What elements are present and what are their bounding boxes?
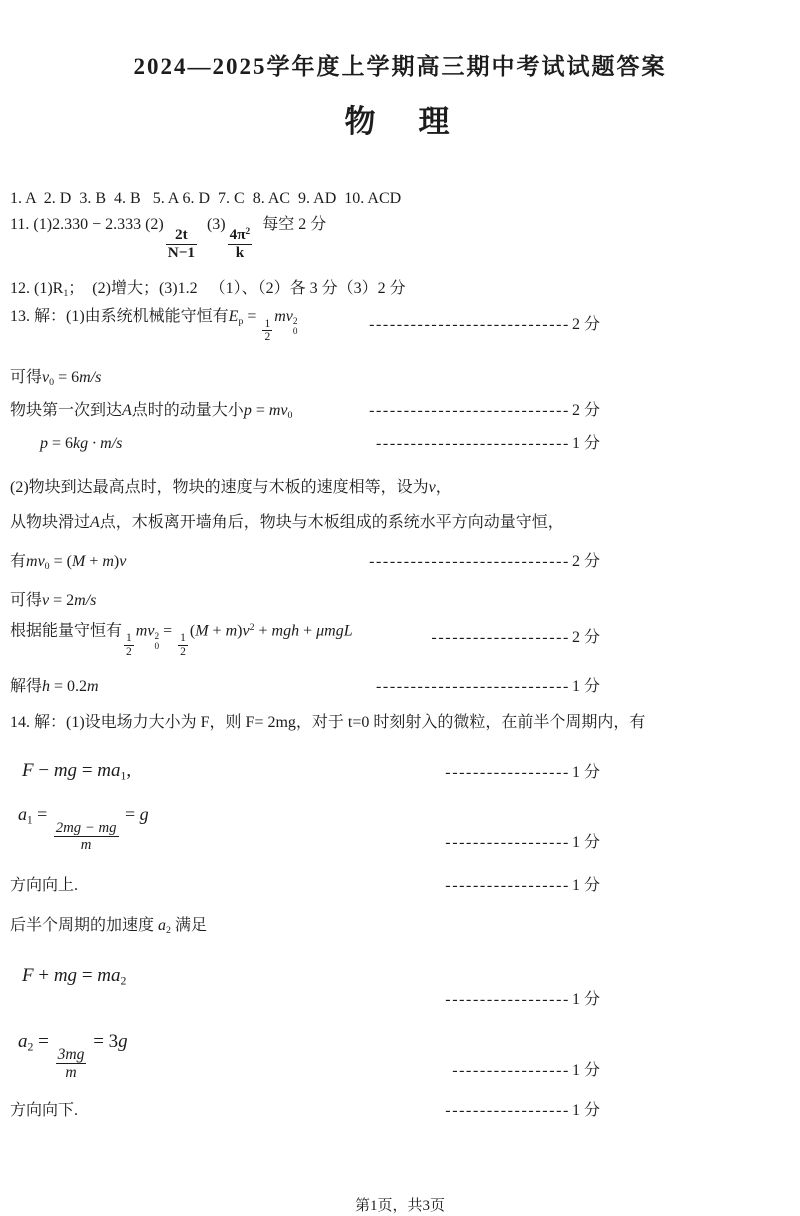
score-label: 2 分 — [571, 553, 600, 570]
line-q14-f2 — [10, 965, 800, 991]
line-q13-p-val — [10, 433, 800, 455]
text-run: = 6 — [48, 435, 74, 452]
text-run: 0 — [44, 560, 50, 572]
text-run: + — [254, 622, 272, 640]
math-text: 2mg − mg — [55, 819, 117, 836]
line-q13-v0 — [10, 367, 800, 389]
text-run: 2 — [180, 646, 186, 659]
math-text: g — [139, 803, 149, 824]
math-text: mg — [53, 760, 78, 781]
math-text: mv — [274, 307, 293, 325]
text-run: 点时的动量大小 — [131, 402, 244, 419]
math-text: kg · m/s — [73, 435, 123, 452]
dash-leader: -------------------- — [431, 629, 570, 646]
text-run: (2)物块到达最高点时，物块的速度与木板的速度相等，设为 — [10, 479, 429, 496]
line-q14-f2-dash — [10, 991, 800, 1009]
text-run: 方向向下. — [10, 1102, 79, 1119]
line-q14-dir-up — [10, 875, 800, 897]
dash-leader: ------------------ — [445, 834, 570, 851]
score-dashes — [445, 762, 600, 784]
math-text: m — [87, 678, 99, 695]
text-run: 12. (1)R — [10, 280, 64, 297]
score-dashes — [431, 627, 600, 649]
math-text: m — [102, 553, 114, 570]
score-dashes — [369, 551, 600, 573]
math-text: mg — [53, 965, 78, 986]
line-q13-mv — [10, 551, 800, 573]
line-content — [10, 1100, 78, 1122]
line-content — [10, 400, 292, 427]
dash-leader: ------------------ — [445, 1102, 570, 1119]
math-text: ma — [97, 760, 121, 781]
line-content — [10, 214, 326, 261]
math-text: m — [80, 836, 92, 853]
line-q13-2 — [10, 477, 800, 499]
dash-leader: ----------------------------- — [369, 402, 570, 419]
score-label: 2 分 — [571, 629, 600, 646]
dash-leader: ----------------------------- — [369, 316, 570, 333]
score-dashes — [376, 433, 600, 455]
line-content — [22, 760, 131, 788]
document-lines — [10, 188, 800, 1122]
text-run: 后半个周期的加速度 — [10, 917, 159, 934]
line-q12 — [10, 278, 800, 300]
text-run: 2 — [126, 646, 132, 659]
text-run: ) — [237, 622, 243, 640]
math-text: M — [195, 622, 209, 640]
line-content — [10, 477, 452, 499]
sup-sub-stack: 2 0 — [292, 317, 298, 337]
text-run: 2 — [249, 622, 255, 634]
math-text: F — [22, 965, 34, 986]
text-run: p — [238, 315, 244, 327]
line-content — [10, 590, 96, 612]
text-run: 物块第一次到达 — [10, 402, 123, 419]
line-choice-answers — [10, 188, 800, 210]
score-dashes — [445, 989, 600, 1011]
fraction — [262, 318, 272, 344]
line-q11 — [10, 215, 800, 261]
math-text: p — [40, 435, 48, 452]
text-run: ) — [113, 553, 120, 570]
line-content — [10, 306, 298, 344]
text-run: 有 — [10, 553, 27, 570]
math-text: μmgL — [316, 622, 353, 640]
text-run: = — [33, 1030, 54, 1052]
math-text: mgh — [271, 622, 300, 640]
fraction — [56, 1046, 87, 1081]
line-content — [40, 433, 122, 455]
line-q14-intro — [10, 712, 800, 734]
text-run: 2 — [27, 1040, 34, 1054]
text-run: ； (2)增大；(3)1.2 （1）、（2）各 3 分（3）2 分 — [68, 280, 406, 297]
math-text: M — [71, 553, 86, 570]
math-text: ma — [97, 965, 121, 986]
text-run: k — [235, 243, 245, 261]
line-q13-h — [10, 676, 800, 698]
text-run: 每空 2 分 — [254, 216, 327, 234]
text-run: 可得 — [10, 592, 43, 609]
score-dashes — [376, 676, 600, 698]
line-q14-f1 — [10, 760, 800, 786]
math-text: g — [118, 1030, 128, 1052]
text-run: + — [85, 553, 103, 570]
line-content — [10, 278, 406, 305]
text-run: 0 — [287, 409, 293, 421]
sup-sub-stack: 2 0 — [154, 631, 160, 652]
text-run: 2 — [264, 331, 271, 344]
line-q14-a2 — [10, 1030, 800, 1082]
line-q13-ep — [10, 308, 800, 342]
line-content — [10, 188, 401, 210]
math-text: v — [42, 592, 50, 609]
text-run: 1 — [120, 769, 127, 783]
text-run: 1 — [264, 317, 271, 330]
text-run: 13. 解：(1)由系统机械能守恒有 — [10, 307, 229, 325]
text-run: = — [77, 965, 98, 986]
math-text: a — [18, 1030, 28, 1052]
score-label: 2 分 — [571, 316, 600, 333]
text-run: 1 — [126, 632, 132, 645]
line-content — [10, 712, 645, 734]
text-run: 2 — [245, 227, 251, 238]
text-run: 2t — [175, 226, 188, 244]
dash-leader: ---------------------------- — [375, 435, 570, 452]
score-label: 1 分 — [571, 877, 600, 894]
text-run: = 0.2 — [50, 678, 88, 695]
line-content — [18, 1031, 128, 1082]
score-label: 1 分 — [571, 1102, 600, 1119]
text-run: = 6 — [54, 369, 80, 386]
line-content — [22, 965, 126, 993]
math-text: 3mg — [57, 1046, 85, 1064]
math-text: mv — [135, 622, 155, 640]
math-text: A — [122, 402, 132, 419]
line-content — [10, 617, 357, 659]
math-text: v — [42, 369, 50, 386]
line-content — [10, 367, 101, 394]
fraction — [228, 227, 253, 262]
score-dashes — [452, 1060, 600, 1082]
text-run: + — [208, 622, 226, 640]
text-run: 满足 — [170, 917, 207, 934]
math-text: a — [18, 803, 27, 824]
dash-leader: ---------------------------- — [375, 678, 570, 695]
text-run: − — [33, 760, 54, 781]
math-text: m — [65, 1064, 77, 1082]
text-run: , — [126, 760, 132, 781]
fraction — [166, 227, 197, 261]
text-run: 2 — [166, 924, 171, 936]
text-run: 可得 — [10, 369, 43, 386]
text-run: = — [32, 803, 52, 824]
text-run: = — [251, 402, 269, 419]
text-run: + — [33, 965, 54, 986]
line-q14-dir-down — [10, 1100, 800, 1122]
score-label: 1 分 — [571, 991, 600, 1008]
score-dashes — [445, 875, 600, 897]
math-text: v — [119, 553, 127, 570]
text-run: 1. A 2. D 3. B 4. B 5. A 6. D 7. C 8. AC 9. AD 10. ACD — [10, 190, 402, 207]
line-q14-a2-intro — [10, 915, 800, 937]
score-dashes — [445, 832, 600, 854]
score-label: 1 分 — [571, 1062, 600, 1079]
text-run: 方向向上. — [10, 877, 79, 894]
text-run: N−1 — [167, 243, 195, 261]
text-run: = 2 — [49, 592, 75, 609]
line-content — [10, 875, 78, 897]
text-run: = — [159, 622, 177, 640]
math-text: mv — [268, 402, 288, 419]
score-label: 1 分 — [571, 678, 600, 695]
math-text: p — [243, 402, 252, 419]
text-run: = — [120, 803, 140, 824]
text-run: = — [77, 760, 98, 781]
line-content — [10, 915, 207, 942]
text-run: 1 — [63, 287, 69, 299]
fraction — [124, 632, 134, 658]
line-content — [10, 676, 99, 698]
dash-leader: ------------------ — [445, 764, 570, 781]
text-run: 点，木板离开墙角后，物块与木板组成的系统水平方向动量守恒， — [99, 514, 564, 531]
dash-leader: ----------------------------- — [369, 553, 570, 570]
page-title: 2024—2025学年度上学期高三期中考试试题答案 — [133, 54, 667, 79]
line-q14-a1 — [10, 802, 800, 854]
score-dashes — [369, 400, 600, 422]
text-run: = 3 — [88, 1030, 119, 1052]
math-text: A — [90, 514, 100, 531]
dash-leader: ------------------ — [445, 991, 570, 1008]
text-run: ， — [435, 479, 452, 496]
score-label: 1 分 — [571, 435, 600, 452]
math-text: v — [428, 479, 436, 496]
dash-leader: ------------------ — [445, 877, 570, 894]
text-run: 14. 解：(1)设电场力大小为 F，则 F= 2mg，对于 t=0 时刻射入的微粒，在前半个周期内，有 — [10, 714, 646, 731]
page-footer: 第1页，共3页 — [354, 1198, 445, 1214]
score-dashes — [445, 1100, 600, 1122]
text-run: 4π — [229, 226, 246, 244]
text-run: 从物块滑过 — [10, 514, 91, 531]
line-q13-v — [10, 590, 800, 612]
math-text: mv — [26, 553, 45, 570]
text-run: = — [243, 307, 261, 325]
text-run: 2 — [120, 974, 127, 988]
line-q13-energy — [10, 621, 800, 659]
math-text: v — [242, 622, 250, 640]
text-run: 0 — [49, 376, 55, 388]
subject-title: 物 理 — [344, 104, 456, 139]
score-label: 1 分 — [571, 764, 600, 781]
math-text: F — [22, 760, 34, 781]
line-content — [18, 803, 149, 853]
math-text: a — [158, 917, 167, 934]
text-run: 解得 — [10, 678, 43, 695]
fraction — [54, 820, 119, 853]
text-run: + — [299, 622, 317, 640]
score-label: 1 分 — [571, 834, 600, 851]
text-run: ( — [189, 622, 196, 640]
text-run: 11. (1)2.330 − 2.333 (2) — [10, 216, 164, 234]
text-run: = ( — [49, 553, 72, 570]
line-content — [10, 551, 126, 578]
math-text: m — [225, 622, 238, 640]
text-run: 1 — [180, 632, 186, 645]
text-run: 根据能量守恒有 — [10, 622, 123, 640]
fraction — [178, 632, 188, 658]
math-text: h — [42, 678, 51, 695]
math-text: m/s — [74, 592, 97, 609]
text-run: (3) — [198, 216, 226, 234]
line-content — [10, 512, 564, 534]
score-dashes — [369, 314, 600, 336]
line-q13-slide — [10, 512, 800, 534]
line-q13-p-line — [10, 400, 800, 422]
text-run: 1 — [27, 814, 33, 827]
dash-leader: ----------------- — [452, 1062, 570, 1079]
text-run — [353, 623, 357, 640]
math-text: E — [228, 307, 239, 325]
score-label: 2 分 — [571, 402, 600, 419]
math-text: m/s — [79, 369, 102, 386]
